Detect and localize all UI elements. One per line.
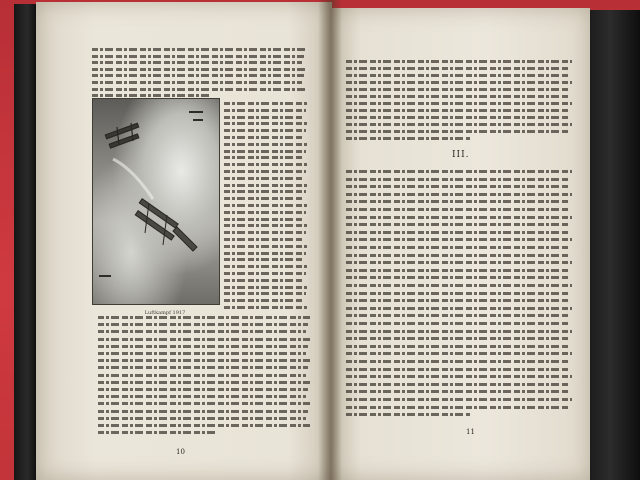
illegible-text-line — [346, 307, 572, 310]
illegible-text-line — [346, 200, 570, 203]
illegible-text-line — [346, 390, 568, 393]
illegible-text-line — [98, 388, 308, 391]
illegible-text-line — [346, 223, 570, 226]
book-cover-right-edge — [590, 10, 640, 480]
illegible-text-line — [224, 279, 304, 282]
illegible-text-line — [346, 102, 572, 105]
illegible-text-line — [346, 231, 568, 234]
illegible-text-line — [92, 88, 306, 91]
illegible-text-line — [224, 136, 304, 139]
illegible-text-line — [224, 306, 308, 309]
illegible-text-line — [98, 366, 308, 369]
illegible-text-line — [92, 55, 304, 58]
illegible-text-line — [346, 130, 570, 133]
illegible-text-line — [98, 323, 308, 326]
illegible-text-line — [346, 383, 570, 386]
illegible-text-line — [346, 123, 572, 126]
illegible-text-line — [98, 338, 310, 341]
illegible-text-line — [92, 61, 302, 64]
illegible-text-line — [224, 143, 308, 146]
illegible-text-line — [346, 246, 570, 249]
illegible-text-line — [346, 170, 572, 173]
illegible-text-line — [224, 224, 308, 227]
illegible-text-line — [98, 345, 308, 348]
illegible-text-line — [346, 261, 572, 264]
illegible-text-line — [98, 424, 310, 427]
illegible-text-line — [98, 402, 310, 405]
page-number-right: 11 — [466, 428, 475, 436]
illegible-text-line — [346, 95, 568, 98]
illegible-text-line — [346, 398, 572, 401]
illegible-text-line — [92, 68, 306, 71]
illegible-text-line — [224, 292, 306, 295]
illegible-text-line — [92, 74, 304, 77]
illegible-text-line — [346, 67, 570, 70]
illegible-text-line — [224, 231, 306, 234]
illegible-text-line — [224, 286, 308, 289]
illegible-text-line — [224, 218, 304, 221]
illegible-text-line — [346, 292, 570, 295]
illegible-text-line — [346, 345, 568, 348]
illegible-text-line — [224, 116, 304, 119]
illegible-text-line — [346, 299, 568, 302]
illegible-text-line — [92, 94, 210, 97]
illegible-text-line — [98, 359, 310, 362]
illegible-text-line — [224, 197, 304, 200]
illegible-text-line — [346, 322, 568, 325]
illegible-text-line — [346, 352, 572, 355]
illegible-text-line — [98, 417, 306, 420]
page-number-left: 10 — [176, 448, 185, 456]
illegible-text-line — [224, 299, 304, 302]
illegible-text-line — [224, 211, 306, 214]
figure-caption: Luftkampf 1917 — [144, 310, 186, 316]
illegible-text-line — [224, 272, 306, 275]
illegible-text-line — [346, 137, 470, 140]
illegible-text-line — [224, 184, 308, 187]
illegible-text-line — [346, 238, 572, 241]
illegible-text-line — [224, 163, 308, 166]
illegible-text-line — [98, 381, 310, 384]
illegible-text-line — [98, 395, 306, 398]
section-numeral: III. — [452, 150, 470, 160]
illegible-text-line — [224, 109, 306, 112]
illegible-text-line — [224, 156, 304, 159]
illegible-text-line — [224, 129, 306, 132]
illegible-text-line — [98, 352, 306, 355]
illegible-text-line — [224, 102, 308, 105]
illegible-text-line — [224, 204, 308, 207]
illegible-text-line — [346, 368, 568, 371]
illegible-text-line — [346, 337, 570, 340]
illegible-text-line — [224, 190, 306, 193]
illegible-text-line — [346, 208, 568, 211]
illegible-text-line — [224, 150, 306, 153]
illegible-text-line — [346, 109, 570, 112]
illegible-text-line — [98, 316, 310, 319]
right-page — [330, 8, 590, 480]
illegible-text-line — [98, 330, 306, 333]
illegible-text-line — [224, 245, 308, 248]
illegible-text-line — [346, 60, 572, 63]
illegible-text-line — [346, 375, 572, 378]
air-combat-illustration — [92, 98, 220, 305]
illegible-text-line — [346, 269, 570, 272]
illegible-text-line — [346, 254, 568, 257]
book-gutter — [318, 0, 342, 480]
illegible-text-line — [92, 48, 306, 51]
illegible-text-line — [346, 81, 572, 84]
illegible-text-line — [346, 360, 570, 363]
illegible-text-line — [346, 276, 568, 279]
book-cover-left-edge — [14, 4, 36, 480]
illegible-text-line — [346, 216, 572, 219]
illegible-text-line — [224, 238, 304, 241]
illegible-text-line — [224, 258, 304, 261]
illegible-text-line — [98, 410, 308, 413]
illegible-text-line — [224, 177, 304, 180]
illegible-text-line — [98, 431, 215, 434]
illegible-text-line — [346, 406, 570, 409]
illegible-text-line — [346, 178, 570, 181]
illegible-text-line — [346, 185, 568, 188]
illegible-text-line — [346, 330, 572, 333]
illegible-text-line — [346, 314, 570, 317]
illegible-text-line — [224, 265, 308, 268]
illegible-text-line — [346, 116, 568, 119]
illegible-text-line — [346, 284, 572, 287]
illegible-text-line — [346, 88, 570, 91]
biplane-drawing — [93, 99, 219, 304]
illegible-text-line — [224, 122, 308, 125]
illegible-text-line — [224, 170, 306, 173]
illegible-text-line — [346, 193, 572, 196]
illegible-text-line — [346, 74, 568, 77]
illegible-text-line — [98, 374, 306, 377]
illegible-text-line — [224, 252, 306, 255]
illegible-text-line — [92, 81, 302, 84]
illegible-text-line — [346, 413, 470, 416]
